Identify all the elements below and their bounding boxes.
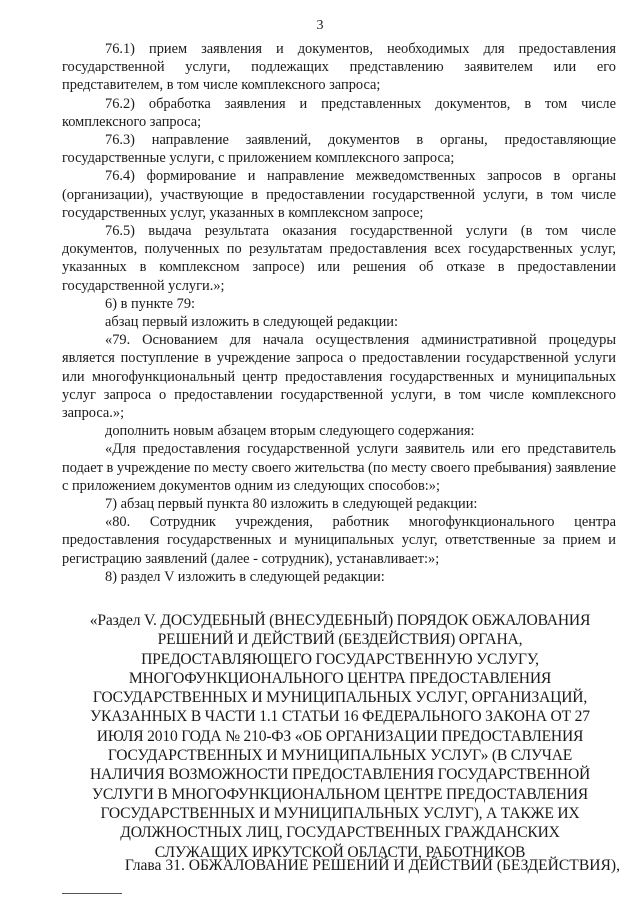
paragraph-80: «80. Сотрудник учреждения, работник многофункционального центра предоставления государственных и муниципальных услуг, ответственные за прием и регистрацию заявлений (далее - сотрудник), устанавливает:»; [62,514,616,567]
paragraph-item-8: 8) раздел V изложить в следующей редакции: [105,568,385,585]
section-v-title-text: «Раздел V. ДОСУДЕБНЫЙ (ВНЕСУДЕБНЫЙ) ПОРЯДОК ОБЖАЛОВАНИЯ РЕШЕНИЙ И ДЕЙСТВИЙ (БЕЗДЕЙСТВИЯ) ОРГАНА, ПРЕДОСТАВЛЯЮЩЕГО ГОСУДАРСТВЕННУЮ УСЛУГУ, МНОГОФУНКЦИОНАЛЬНОГО ЦЕНТРА ПРЕДОСТАВЛЕНИЯ ГОСУДАРСТВЕННЫХ И МУНИЦИПАЛЬНЫХ УСЛУГ, ОРГАНИЗАЦИЙ, УКАЗАННЫХ В ЧАСТИ 1.1 СТАТЬИ 16 ФЕДЕРАЛЬНОГО ЗАКОНА ОТ 27 ИЮЛЯ 2010 ГОДА № 210-ФЗ «ОБ ОРГАНИЗАЦИИ ПРЕДОСТАВЛЕНИЯ ГОСУДАРСТВЕННЫХ И МУНИЦИПАЛЬНЫХ УСЛУГ» (В СЛУЧАЕ НАЛИЧИЯ ВОЗМОЖНОСТИ ПРЕДОСТАВЛЕНИЯ ГОСУДАРСТВЕННОЙ УСЛУГИ В МНОГОФУНКЦИОНАЛЬНОМ ЦЕНТРЕ ПРЕДОСТАВЛЕНИЯ ГОСУДАРСТВЕННЫХ И МУНИЦИПАЛЬНЫХ УСЛУГ), А ТАКЖЕ ИХ ДОЛЖНОСТНЫХ ЛИЦ, ГОСУДАРСТВЕННЫХ ГРАЖДАНСКИХ СЛУЖАЩИХ ИРКУТСКОЙ ОБЛАСТИ, РАБОТНИКОВ [89,612,591,861]
paragraph-76-3: 76.3) направление заявлений, документов в органы, предоставляющие государственные услуги, с приложением комплексного запроса; [62,132,616,167]
footer-rule [62,893,122,894]
paragraph-item-7: 7) абзац первый пункта 80 изложить в следующей редакции: [105,496,478,513]
paragraph-76-2: 76.2) обработка заявления и представленных документов, в том числе комплексного запроса; [62,95,616,130]
paragraph-76-4: 76.4) формирование и направление межведомственных запросов в органы (организации), участвующие в предоставлении государственной услуги, в том числе государственных услуг, указанных в комплексном запросе; [62,168,616,221]
chapter-31-heading: Глава 31. ОБЖАЛОВАНИЕ РЕШЕНИЙ И ДЕЙСТВИЙ (БЕЗДЕЙСТВИЯ), [124,857,620,874]
paragraph-abzac-first: абзац первый изложить в следующей редакции: [105,314,399,331]
paragraph-79: «79. Основанием для начала осуществления административной процедуры является поступление в учреждение запроса о предоставлении государственной услуги или многофункциональный центр предоставления государственных и муниципальных услуг запроса о предоставлении государственной услуги, в том числе комплексного запроса.»; [62,332,616,422]
paragraph-76-5: 76.5) выдача результата оказания государственной услуги (в том числе документов, полученных по результатам предоставления всех государственных услуг, указанных в комплексном запросе) или решения об отказе в предоставлении государственной услуги.»; [62,223,616,294]
paragraph-applicant: «Для предоставления государственной услуги заявитель или его представитель подает в учреждение по месту своего жительства (по месту своего пребывания) заявление с приложением документов одним из следующих способов:»; [62,441,616,494]
document-body [62,40,616,586]
page-number: 3 [316,18,324,33]
section-v-title [80,611,600,862]
paragraph-76-1: 76.1) прием заявления и документов, необходимых для предоставления государственной услуги, подлежащих представлению заявителем или его представителем, в том числе комплексного запроса; [62,41,616,94]
paragraph-item-6: 6) в пункте 79: [105,295,196,312]
paragraph-add-second: дополнить новым абзацем вторым следующего содержания: [105,423,475,440]
